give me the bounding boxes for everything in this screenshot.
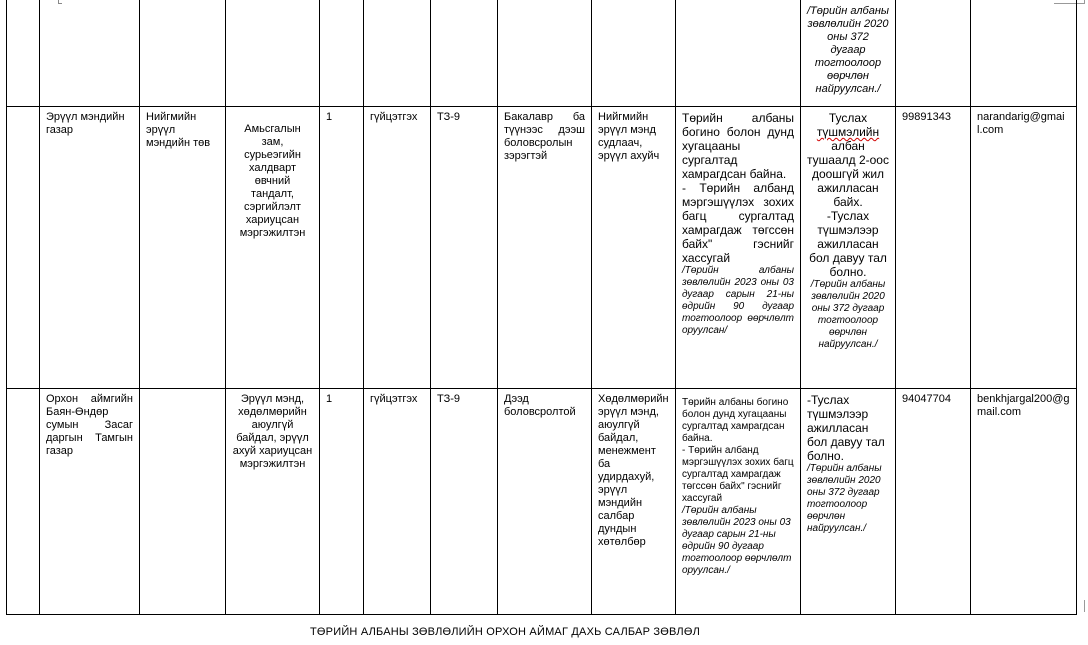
cell-org: Эрүүл мэндийн газар [40,107,140,389]
cell-rank [364,0,431,107]
training-text-2: - Төрийн албанд мэргэшүүлэх зохих багц сургалтад хамрагдаж төгссөн байх" гэснийг хассугай [682,181,794,265]
cell-count [320,0,364,107]
cell-position: Эрүүл мэнд, хөдөлмөрийн аюулгүй байдал, эрүүл ахуй хариуцсан мэргэжилтэн [226,389,320,615]
cell-class: ТЗ-9 [431,389,498,615]
cell-education: Бакалавр ба түүнээс дээш боловсролын зэрэгтэй [498,107,592,389]
experience-note-line: оны 372 [827,31,869,43]
cell-education: Дээд боловсролтой [498,389,592,615]
cell-index [7,389,40,615]
cell-profession: Нийгмийн эрүүл мэнд судлаач, эрүүл ахуйч [592,107,676,389]
cell-index [7,0,40,107]
table-row [7,0,1077,107]
experience-note: /Төрийн албаны зөвлөлийн 2020 оны 372 дугаар тогтоолоор өөрчлөн найруулсан./ [807,463,882,534]
cell-phone [896,0,971,107]
cell-training [676,389,801,615]
cell-count: 1 [320,107,364,389]
cell-profession [592,0,676,107]
footer-title: ТӨРИЙН АЛБАНЫ ЗӨВЛӨЛИЙН ОРХОН АЙМАГ ДАХЬ САЛБАР ЗӨВЛӨЛ [310,626,700,638]
experience-note-line: зөвлөлийн 2020 [807,18,889,30]
cell-phone: 99891343 [896,107,971,389]
experience-line: албан тушаалд 2-оос доошгүй жил ажилласан байх. [807,139,889,209]
cell-training [676,107,801,389]
experience-note-line: дугаар [830,44,866,56]
cell-experience [801,0,896,107]
cell-rank: гүйцэтгэх [364,389,431,615]
training-text: Төрийн албаны богино болон дунд хугацааны сургалтад хамрагдсан байна. [682,111,794,181]
cell-training [676,0,801,107]
cell-index [7,107,40,389]
experience-note: /Төрийн албаны зөвлөлийн 2020 оны 372 дугаар тогтоолоор өөрчлөн найруулсан./ [810,279,886,350]
cell-experience [801,107,896,389]
experience-note-line: /Төрийн албаны [807,5,890,17]
experience-note-line: тогтоолоор [814,57,882,69]
cell-dept: Нийгмийн эрүүл мэндийн төв [140,107,226,389]
crop-mark [1084,0,1085,4]
training-text: Төрийн албаны богино болон дунд хугацааны сургалтад хамрагдсан байна. [682,397,789,444]
experience-note-line: өөрчлөн [827,70,869,82]
cell-count: 1 [320,389,364,615]
cell-org: Орхон аймгийн Баян-Өндөр сумын Засаг даргын Тамгын газар [40,389,140,615]
cell-education [498,0,592,107]
experience-line: түшмэлийн [816,125,880,139]
experience-line: -Туслах түшмэлээр ажилласан бол давуу тал болно. [807,393,885,463]
cell-dept [140,389,226,615]
cell-email [971,0,1077,107]
training-text-2: - Төрийн албанд мэргэшүүлэх зохих багц сургалтад хамрагдаж төгссөн байх" гэснийг хассугай [682,445,794,504]
vacancy-table [6,0,1077,615]
training-note: /Төрийн албаны зөвлөлийн 2023 оны 03 дугаар сарын 21-ны өдрийн 90 дугаар тогтоолоор өөрчлөлт оруулсан./ [682,505,792,576]
cell-email: narandarig@gmail.com [971,107,1077,389]
cell-class: ТЗ-9 [431,107,498,389]
table-row [7,389,1077,615]
cell-position: Амьсгалын зам, сурьеэгийн халдварт өвчний тандалт, сэргийлэлт хариуцсан мэргэжилтэн [226,107,320,389]
crop-mark [1084,600,1085,612]
cell-class [431,0,498,107]
experience-line: -Туслах түшмэлээр ажилласан бол давуу тал болно. [809,209,887,279]
cell-position [226,0,320,107]
cell-phone: 94047704 [896,389,971,615]
training-note: /Төрийн албаны зөвлөлийн 2023 оны 03 дугаар сарын 21-ны өдрийн 90 дугаар тогтоолоор өөрчлөлт оруулсан/ [682,265,794,336]
experience-line: Туслах [828,111,868,125]
cell-profession: Хөдөлмөрийн эрүүл мэнд, аюулгүй байдал, менежмент ба удирдахуй, эрүүл мэндийн салбар дундын хөтөлбөр [592,389,676,615]
cell-email: benkhjargal200@gmail.com [971,389,1077,615]
experience-note-line: найруулсан./ [815,83,881,95]
cell-org [40,0,140,107]
cell-dept [140,0,226,107]
cell-rank: гүйцэтгэх [364,107,431,389]
table-row [7,107,1077,389]
cell-experience [801,389,896,615]
